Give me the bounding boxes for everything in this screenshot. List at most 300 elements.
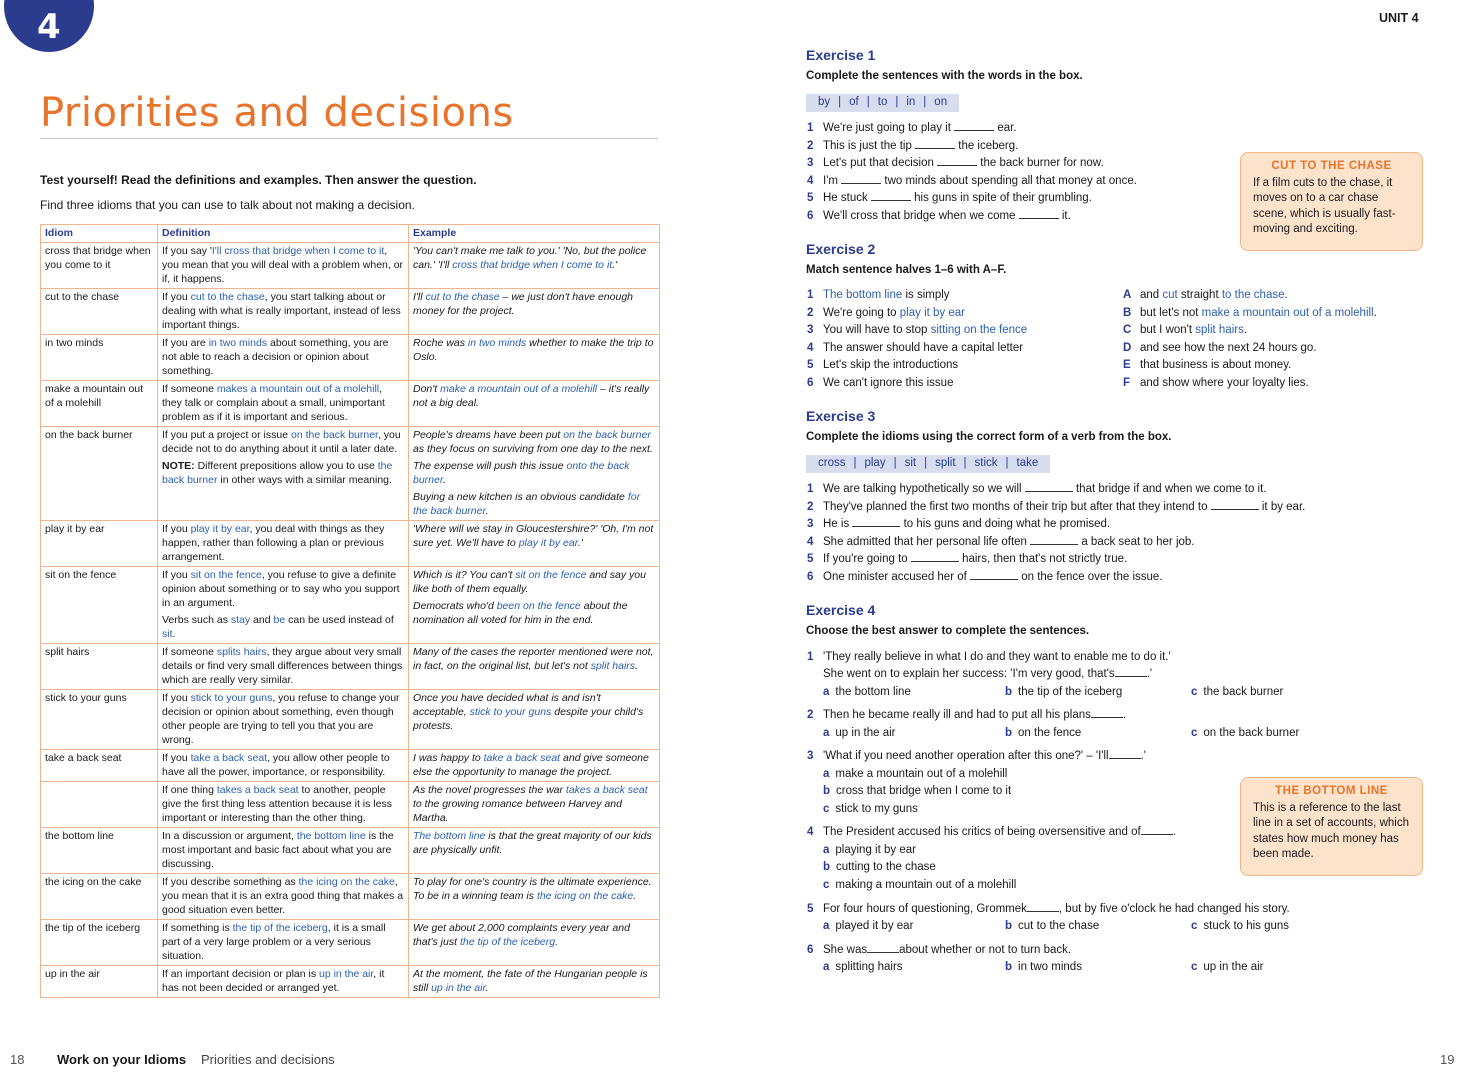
answer-blank xyxy=(871,191,911,201)
idiom-highlight: on the back burner xyxy=(290,429,378,441)
question-text xyxy=(823,749,1146,764)
title-divider xyxy=(40,138,658,139)
definition-cell xyxy=(158,521,409,567)
text-run: , they argue about very small details or find very small differences between things which are really very similar. xyxy=(162,646,403,686)
example-text xyxy=(413,875,655,903)
definition-cell xyxy=(158,782,409,828)
text-run: . xyxy=(1172,826,1176,838)
word-separator: | xyxy=(838,96,842,108)
sentence-end: it by ear. xyxy=(1261,500,1306,513)
box-word: take xyxy=(1016,457,1039,469)
text-run: despite your child's protests. xyxy=(413,706,644,732)
example-text xyxy=(413,382,655,410)
sentence-end: ear. xyxy=(997,122,1017,134)
item-number: 1 xyxy=(807,122,814,134)
book-title: Work on your Idioms xyxy=(57,1052,187,1067)
text-run: whether to make the trip to Oslo. xyxy=(413,337,654,363)
definition-note xyxy=(162,459,404,487)
idiom-highlight: makes a mountain out of a molehill xyxy=(216,383,380,395)
text-run: If you xyxy=(162,692,191,704)
text-run: As the novel progresses the war xyxy=(413,784,566,796)
option-text: cross that bridge when I come to it xyxy=(836,785,1012,797)
answer-option xyxy=(1005,960,1082,975)
table-row xyxy=(41,874,660,920)
sentence xyxy=(823,535,1195,550)
sentence xyxy=(823,156,1104,171)
idiom-highlight: cut to the chase xyxy=(425,291,500,303)
text-run: – it's really not a big deal. xyxy=(413,383,650,409)
note-text: If a film cuts to the chase, it moves on to a car chase scene, which is usually fast-moving and exciting. xyxy=(1253,176,1396,235)
example-text xyxy=(413,829,655,857)
idiom-highlight: the back burner xyxy=(162,460,393,486)
text-run: can be used instead of xyxy=(285,614,394,626)
table-row xyxy=(41,690,660,750)
text-run: If an important decision or plan is xyxy=(162,968,319,980)
option-text: the tip of the iceberg xyxy=(1018,686,1123,698)
question-number: 4 xyxy=(807,826,814,838)
text-run: Many of the cases the reporter mentioned were not, in fact, on the original list, but let's not xyxy=(413,646,654,672)
question-text xyxy=(823,902,1290,917)
text-run: .' xyxy=(612,259,618,271)
sentence-start: She admitted that her personal life often xyxy=(823,535,1027,548)
text-run: . xyxy=(442,474,446,486)
example-text xyxy=(413,428,655,456)
table-row xyxy=(41,966,660,998)
idiom-highlight: up in the air xyxy=(431,982,486,994)
exercise-3-word-box xyxy=(806,455,1050,473)
answer-blank xyxy=(915,139,955,149)
answer-blank xyxy=(911,552,959,562)
sentence-start: This is just the tip xyxy=(823,139,912,152)
option-letter: a xyxy=(823,844,830,856)
definition-cell xyxy=(158,644,409,690)
definition-text xyxy=(162,751,404,779)
answer-blank xyxy=(1027,902,1059,912)
answer-blank xyxy=(852,517,900,527)
option-text: played it by ear xyxy=(835,920,914,932)
example-cell xyxy=(409,828,660,874)
option-text: on the fence xyxy=(1018,727,1082,739)
idiom-highlight: takes a back seat xyxy=(216,784,299,796)
box-word: sit xyxy=(904,457,917,469)
text-run: to another, people give the first thing less attention because it is less important or interesting than the other thing. xyxy=(162,784,392,824)
sentence-start: They've planned the first two months of their trip but after that they intend to xyxy=(823,500,1208,513)
sentence-end: on the fence over the issue. xyxy=(1021,571,1163,583)
sentence xyxy=(823,191,1092,206)
item-letter: D xyxy=(1123,341,1132,354)
text-run: I'll xyxy=(413,291,426,303)
question-text xyxy=(823,667,1152,682)
option-letter: a xyxy=(823,686,830,698)
idiom-cell: on the back burner xyxy=(41,427,158,521)
text-run: . xyxy=(635,660,638,672)
idiom-highlight: been on the fence xyxy=(496,600,581,612)
table-row xyxy=(41,567,660,644)
option-text: up in the air xyxy=(835,727,896,739)
note-title: CUT TO THE CHASE xyxy=(1271,160,1392,172)
question-number: 6 xyxy=(807,944,814,956)
item-letter: E xyxy=(1123,359,1131,372)
idiom-cell: split hairs xyxy=(41,644,158,690)
sentence-start: We are talking hypothetically so we will xyxy=(823,483,1022,495)
text-run: If you xyxy=(162,569,191,581)
exercise-1-word-box xyxy=(806,94,959,112)
item-number: 6 xyxy=(807,377,814,389)
example-text xyxy=(413,645,655,673)
idiom-highlight: sit on the fence xyxy=(515,569,587,581)
box-word: on xyxy=(934,96,948,108)
definition-text xyxy=(162,875,404,917)
example-cell xyxy=(409,874,660,920)
definition-text xyxy=(162,382,404,424)
item-letter: F xyxy=(1123,377,1131,389)
item-number: 1 xyxy=(807,483,814,495)
text-run: If someone xyxy=(162,383,217,395)
answer-blank xyxy=(1211,500,1259,510)
item-number: 4 xyxy=(807,535,814,548)
table-row xyxy=(41,289,660,335)
sentence xyxy=(823,209,1071,224)
text-run: and show where your loyalty lies. xyxy=(1140,377,1309,389)
idiom-cell: up in the air xyxy=(41,966,158,998)
idiom-highlight: The bottom line xyxy=(413,830,486,842)
sentence-end: it. xyxy=(1061,210,1071,222)
note-cut-to-the-chase xyxy=(1240,152,1423,251)
idiom-highlight: sit on the fence xyxy=(190,569,262,581)
answer-option xyxy=(823,919,913,934)
idiom-highlight: cut to the chase xyxy=(190,291,265,303)
option-text: the back burner xyxy=(1203,686,1284,698)
exercise-3-title: Exercise 3 xyxy=(806,408,876,424)
sentence xyxy=(823,139,1018,154)
item-number: 6 xyxy=(807,571,814,583)
option-letter: a xyxy=(823,961,830,973)
question-text xyxy=(823,825,1176,840)
item-number: 2 xyxy=(807,306,814,319)
option-text: stuck to his guns xyxy=(1203,920,1290,932)
intro-task: Find three idioms that you can use to talk about not making a decision. xyxy=(40,198,415,212)
idiom-table xyxy=(40,224,660,998)
option-letter: b xyxy=(1005,686,1013,698)
table-row xyxy=(41,335,660,381)
sentence xyxy=(823,121,1017,136)
answer-option xyxy=(823,878,1016,893)
text-run: If someone xyxy=(162,646,217,658)
example-text xyxy=(413,967,655,995)
text-run: that business is about money. xyxy=(1140,359,1292,372)
definition-cell xyxy=(158,427,409,521)
option-letter: a xyxy=(823,727,830,739)
item-number: 2 xyxy=(807,500,814,513)
idiom-cell: the tip of the iceberg xyxy=(41,920,158,966)
exercise-2-title: Exercise 2 xyxy=(806,241,876,257)
definition-text xyxy=(162,568,404,610)
exercise-1-title: Exercise 1 xyxy=(806,47,876,63)
word-separator: | xyxy=(893,457,897,469)
table-header-row xyxy=(41,225,660,243)
example-text xyxy=(413,783,655,825)
sentence-end: to his guns and doing what he promised. xyxy=(903,518,1111,531)
idiom-highlight: make a mountain out of a molehill xyxy=(440,383,598,395)
text-run: . xyxy=(172,628,176,640)
idiom-cell xyxy=(41,782,158,828)
sentence-start: Let's put that decision xyxy=(823,157,934,170)
option-letter: c xyxy=(823,879,830,891)
definition-text xyxy=(162,783,404,825)
item-number: 2 xyxy=(807,139,814,152)
sentence-end: that bridge if and when we come to it. xyxy=(1075,483,1267,495)
text-run: . xyxy=(485,505,489,517)
example-text xyxy=(413,751,655,779)
example-cell xyxy=(409,243,660,289)
idiom-highlight: sitting on the fence xyxy=(930,324,1028,337)
text-run: NOTE: xyxy=(162,460,195,472)
text-run: If you xyxy=(162,752,191,764)
text-run: For four hours of questioning, Grommek xyxy=(823,903,1027,915)
item-letter: A xyxy=(1123,289,1132,301)
idiom-highlight: up in the air xyxy=(319,968,374,980)
idiom-highlight: takes a back seat xyxy=(565,784,648,796)
answer-blank xyxy=(841,174,881,184)
sentence-half xyxy=(1140,376,1309,391)
text-run: We can't ignore this issue xyxy=(823,377,954,389)
text-run: , you mean that you will deal with a problem when, or if, it happens. xyxy=(162,245,404,285)
definition-cell xyxy=(158,335,409,381)
text-run: 'They really believe in what I do and they want to enable me to do it.' xyxy=(823,651,1171,663)
answer-option xyxy=(1005,726,1081,741)
idiom-highlight: stay xyxy=(230,614,251,626)
right-page-number: 19 xyxy=(1440,1052,1455,1067)
text-run: , you decide not to do anything about it until a later date. xyxy=(162,429,401,455)
answer-blank xyxy=(954,121,994,131)
answer-blank xyxy=(937,156,977,166)
idiom-highlight: the tip of the iceberg xyxy=(459,936,556,948)
text-run: You will have to stop xyxy=(823,324,931,337)
text-run: 'What if you need another operation after this one?' – 'I'll xyxy=(823,750,1109,762)
text-run: about whether or not to turn back. xyxy=(899,944,1072,956)
sentence-half xyxy=(823,288,950,303)
answer-option xyxy=(823,685,911,700)
idiom-highlight: The bottom line xyxy=(823,289,903,301)
box-word: to xyxy=(877,96,888,108)
section-title: Priorities and decisions xyxy=(201,1052,335,1067)
word-separator: | xyxy=(866,96,870,108)
header-definition: Definition xyxy=(158,225,409,243)
sentence-end: the iceberg. xyxy=(958,139,1019,152)
text-run: , you refuse to give a definite opinion about something or to say who you support in an argument. xyxy=(162,569,400,609)
item-number: 3 xyxy=(807,324,814,337)
idiom-cell: take a back seat xyxy=(41,750,158,782)
definition-text xyxy=(162,522,404,564)
option-text: the bottom line xyxy=(835,686,911,698)
idiom-cell: stick to your guns xyxy=(41,690,158,750)
word-separator: | xyxy=(923,96,927,108)
text-run: . xyxy=(1122,709,1127,721)
text-run: and give someone else the opportunity to manage the project. xyxy=(413,752,649,778)
sentence-half xyxy=(1140,323,1247,338)
answer-option xyxy=(823,767,1007,782)
text-run: , it has not been decided or arranged yet. xyxy=(162,968,385,994)
idiom-highlight: sit xyxy=(162,628,173,640)
idiom-highlight: cross that bridge when I come to it xyxy=(452,259,613,271)
header-idiom: Idiom xyxy=(41,225,158,243)
sentence-start: If you're going to xyxy=(823,553,908,566)
question-text xyxy=(823,943,1071,958)
text-run: , you allow other people to have all the power, importance, or responsibility. xyxy=(162,752,390,778)
text-run: To play for one's country is the ultimate experience. To be in a winning team is xyxy=(413,876,652,902)
box-word: cross xyxy=(818,457,846,469)
word-separator: | xyxy=(963,457,967,469)
answer-blank xyxy=(970,570,1018,580)
answer-option xyxy=(1191,726,1299,741)
text-run: is the most important and basic fact about what you are discussing. xyxy=(162,830,394,870)
definition-cell xyxy=(158,289,409,335)
word-separator: | xyxy=(853,457,857,469)
box-word: by xyxy=(818,96,831,108)
sentence xyxy=(823,500,1305,515)
example-text xyxy=(413,691,655,733)
definition-cell xyxy=(158,828,409,874)
answer-option xyxy=(1005,919,1099,934)
text-run: . xyxy=(555,936,559,948)
item-number: 1 xyxy=(807,289,814,301)
definition-text xyxy=(162,645,404,687)
idiom-cell: cross that bridge when you come to it xyxy=(41,243,158,289)
idiom-highlight: cut xyxy=(1162,289,1178,301)
text-run: as they focus on surviving from one day to the next. xyxy=(413,443,653,455)
example-text xyxy=(413,459,655,487)
text-run: If one thing xyxy=(162,784,217,796)
option-letter: a xyxy=(823,920,830,932)
question-number: 3 xyxy=(807,750,814,762)
sentence xyxy=(823,482,1266,497)
text-run: . xyxy=(485,982,489,994)
text-run: but let's not xyxy=(1140,306,1202,319)
idiom-highlight: to the chase xyxy=(1221,289,1285,301)
box-word: in xyxy=(906,96,916,108)
example-cell xyxy=(409,966,660,998)
option-letter: a xyxy=(823,768,830,780)
definition-text xyxy=(162,967,404,995)
sentence xyxy=(823,174,1137,189)
question-text xyxy=(823,708,1126,723)
text-run: and xyxy=(1140,289,1163,301)
text-run: is simply xyxy=(902,289,950,301)
text-run: If you xyxy=(162,523,191,535)
definition-cell xyxy=(158,920,409,966)
table-row xyxy=(41,243,660,289)
text-run: . xyxy=(1284,289,1288,301)
idiom-cell: sit on the fence xyxy=(41,567,158,644)
text-run: . xyxy=(633,890,637,902)
answer-option xyxy=(1191,960,1264,975)
option-letter: b xyxy=(823,785,831,797)
unit-label: UNIT 4 xyxy=(1379,11,1419,25)
text-run: In a discussion or argument, xyxy=(162,830,297,842)
sentence-half xyxy=(823,341,1023,356)
idiom-highlight: the icing on the cake xyxy=(298,876,395,888)
table-row xyxy=(41,920,660,966)
answer-blank xyxy=(1109,749,1141,759)
sentence-start: We're just going to play it xyxy=(823,122,951,134)
text-run: Once you have decided what is and isn't acceptable, xyxy=(413,692,601,718)
item-number: 4 xyxy=(807,174,814,187)
definition-cell xyxy=(158,381,409,427)
option-letter: c xyxy=(1191,686,1198,698)
left-page-number: 18 xyxy=(10,1052,25,1067)
option-text: up in the air xyxy=(1203,961,1264,973)
table-row xyxy=(41,782,660,828)
answer-blank xyxy=(1019,209,1059,219)
answer-blank xyxy=(1141,825,1173,835)
option-letter: b xyxy=(823,861,831,873)
definition-cell xyxy=(158,567,409,644)
example-cell xyxy=(409,644,660,690)
idiom-highlight: play it by ear xyxy=(190,523,250,535)
box-word: play xyxy=(864,457,886,469)
word-separator: | xyxy=(1005,457,1009,469)
text-run: is that the great majority of our kids are physically unfit. xyxy=(413,830,652,856)
idiom-highlight: split hairs xyxy=(1195,324,1244,337)
question-number: 2 xyxy=(807,709,814,721)
sentence-start: He stuck xyxy=(823,192,868,205)
idiom-highlight: be xyxy=(273,614,286,626)
exercise-3-instruction: Complete the idioms using the correct form of a verb from the box. xyxy=(806,431,1172,443)
note-text: This is a reference to the last line in a set of accounts, which states how much money has been made. xyxy=(1253,801,1409,860)
answer-option xyxy=(823,784,1011,799)
table-row xyxy=(41,381,660,427)
idiom-highlight: the tip of the iceberg xyxy=(232,922,328,934)
text-run: , it is a small part of a very large problem or a very serious situation. xyxy=(162,922,386,962)
text-run: Democrats who'd xyxy=(413,600,497,612)
idiom-highlight: make a mountain out of a molehill xyxy=(1201,306,1374,319)
text-run: If you describe something as xyxy=(162,876,299,888)
example-text xyxy=(413,568,655,596)
idiom-cell: the bottom line xyxy=(41,828,158,874)
text-run: If you are xyxy=(162,337,209,349)
sentence-end: the back burner for now. xyxy=(980,157,1104,170)
option-text: make a mountain out of a molehill xyxy=(835,768,1008,780)
answer-blank xyxy=(1091,708,1123,718)
text-run: I was happy to xyxy=(413,752,484,764)
question-text xyxy=(823,650,1171,665)
example-cell xyxy=(409,335,660,381)
answer-blank xyxy=(1115,667,1147,677)
example-text xyxy=(413,921,655,949)
option-letter: b xyxy=(1005,961,1013,973)
item-number: 3 xyxy=(807,157,814,170)
sentence xyxy=(823,570,1163,585)
text-run: 'Where will we stay in Gloucestershire?' 'Oh, I'm not sure yet. We'll have to xyxy=(413,523,654,549)
sentence-end: a back seat to her job. xyxy=(1081,535,1195,548)
text-run: The expense will push this issue xyxy=(413,460,567,472)
text-run: .' xyxy=(1146,668,1153,680)
answer-option xyxy=(1191,685,1283,700)
box-word: split xyxy=(935,457,956,469)
exercise-4-title: Exercise 4 xyxy=(806,602,876,618)
option-text: making a mountain out of a molehill xyxy=(835,879,1017,891)
table-row xyxy=(41,521,660,567)
definition-text xyxy=(162,244,404,286)
text-run: – we just don't have enough money for the project. xyxy=(413,291,634,317)
answer-option xyxy=(1005,685,1122,700)
word-separator: | xyxy=(924,457,928,469)
example-cell xyxy=(409,521,660,567)
text-run: The answer should have a capital letter xyxy=(823,341,1024,354)
definition-text xyxy=(162,829,404,871)
sentence-half xyxy=(823,376,953,391)
definition-text xyxy=(162,921,404,963)
